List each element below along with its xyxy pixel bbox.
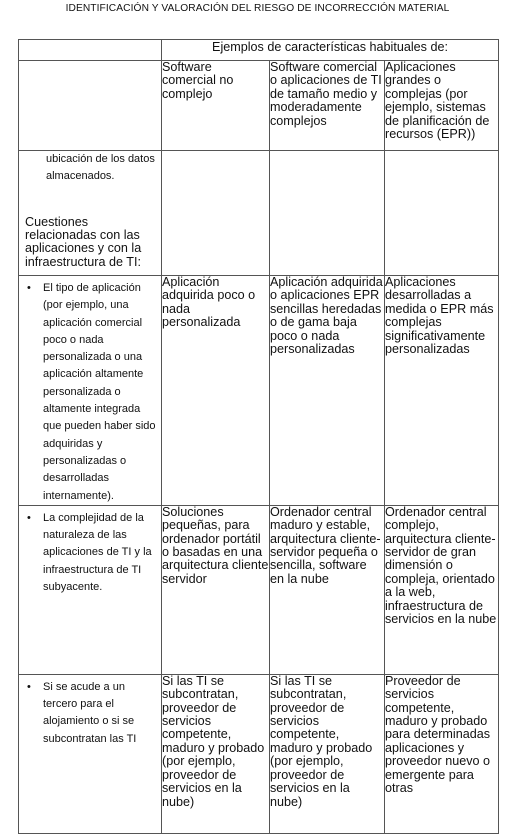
table-cell: Si las TI se subcontratan, proveedor de servicios competente, maduro y probado (por ejemplo, proveedor de servicios en la nube) xyxy=(270,674,385,833)
row-label-cell xyxy=(19,674,162,833)
column-header-medium: Software comercial o aplicaciones de TI de tamaño medio y moderadamente complejos xyxy=(270,61,385,151)
row-label: La complejidad de la naturaleza de las aplicaciones de TI y la infraestructura de TI subyacente. xyxy=(43,511,152,594)
column-header-non-complex: Software comercial no complejo xyxy=(162,61,270,151)
row-label-cell xyxy=(19,276,162,506)
row-label-cell xyxy=(19,505,162,674)
examples-span-header: Ejemplos de características habituales de: xyxy=(162,40,499,61)
table-cell: Aplicación adquirida poco o nada personalizada xyxy=(162,276,270,506)
bullet-icon: • xyxy=(27,282,31,294)
empty-cell xyxy=(162,151,270,276)
row-label: Si se acude a un tercero para el alojamiento o si se subcontratan las TI xyxy=(43,680,137,745)
table-cell: Aplicación adquirida o aplicaciones EPR sencillas heredadas o de gama baja poco o nada personalizadas xyxy=(270,276,385,506)
risk-characteristics-table xyxy=(18,39,499,834)
table-cell: Ordenador central maduro y estable, arquitectura cliente-servidor pequeña o sencilla, software en la nube xyxy=(270,505,385,674)
empty-corner-cell xyxy=(19,40,162,61)
column-header-complex: Aplicaciones grandes o complejas (por ejemplo, sistemas de planificación de recursos (EPR)) xyxy=(385,61,499,151)
empty-cell xyxy=(270,151,385,276)
continuation-text: ubicación de los datos almacenados. xyxy=(46,153,155,183)
section-heading-cell xyxy=(19,151,162,276)
row-label: El tipo de aplicación (por ejemplo, una aplicación comercial poco o nada personalizada o una aplicación altamente personalizada o altamente integrada que pueden haber sido adquiridas y personalizadas o desarrolladas internamente). xyxy=(43,282,156,502)
empty-cell xyxy=(385,151,499,276)
empty-label-header-cell xyxy=(19,61,162,151)
table-cell: Soluciones pequeñas, para ordenador portátil o basadas en una arquitectura cliente servidor xyxy=(162,505,270,674)
table-cell: Proveedor de servicios competente, maduro y probado para determinadas aplicaciones y proveedor nuevo o emergente para otras xyxy=(385,674,499,833)
table-cell: Aplicaciones desarrolladas a medida o EPR más complejas significativamente personalizadas xyxy=(385,276,499,506)
page-header-title: IDENTIFICACIÓN Y VALORACIÓN DEL RIESGO DE INCORRECCIÓN MATERIAL xyxy=(65,3,450,14)
table-cell: Si las TI se subcontratan, proveedor de servicios competente, maduro y probado (por ejemplo, proveedor de servicios en la nube) xyxy=(162,674,270,833)
bullet-icon: • xyxy=(27,511,31,524)
table-cell: Ordenador central complejo, arquitectura cliente-servidor de gran dimensión o compleja, orientado a la web, infraestructura de servicios en la nube xyxy=(385,505,499,674)
section-heading: Cuestiones relacionadas con las aplicaciones y con la infraestructura de TI: xyxy=(25,214,142,269)
bullet-icon: • xyxy=(27,680,31,693)
